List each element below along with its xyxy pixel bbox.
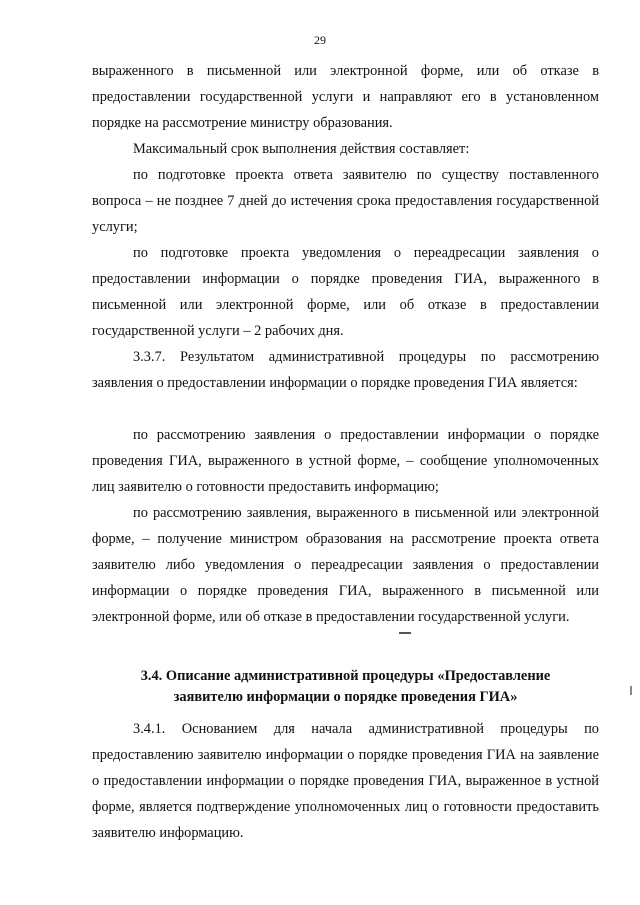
section-heading-line: заявителю информации о порядке проведения ГИА» — [173, 689, 518, 705]
page-number: 29 — [314, 33, 326, 47]
paragraph-text: 3.3.7. Результатом административной процедуры по рассмотрению заявления о предоставлении информации о порядке проведения ГИА является: — [92, 349, 599, 391]
scan-artifact-mark — [630, 686, 632, 695]
paragraph-text: 3.4.1. Основанием для начала административной процедуры по предоставлению заявителю информации о порядке проведения ГИА на заявление о предоставлении информации о порядке проведения ГИА, выраженное в устной форме, является подтверждение уполномоченных лиц о готовности предоставить заявителю информацию. — [92, 721, 599, 841]
section-heading-3-4 — [92, 666, 599, 708]
paragraph-max-time — [92, 136, 599, 162]
paragraph-text: по подготовке проекта уведомления о переадресации заявления о предоставлении информации о порядке проведения ГИА, выраженного в письменной или электронной форме, или об отказе в предоставлении государственной услуги – 2 рабочих дня. — [92, 245, 599, 339]
paragraph-3-4-1 — [92, 716, 599, 846]
paragraph-continuation — [92, 58, 599, 136]
paragraph-text: по подготовке проекта ответа заявителю по существу поставленного вопроса – не позднее 7 дней до истечения срока предоставления государственной услуги; — [92, 167, 599, 235]
paragraph-3-3-7 — [92, 344, 599, 396]
scan-artifact-mark — [399, 632, 411, 634]
paragraph-oral-result — [92, 422, 599, 500]
paragraph-redirect-deadline — [92, 240, 599, 344]
paragraph-text: выраженного в письменной или электронной форме, или об отказе в предоставлении государственной услуги и направляют его в установленном порядке на рассмотрение министру образования. — [92, 63, 599, 131]
paragraph-answer-deadline — [92, 162, 599, 240]
paragraph-written-result — [92, 500, 599, 630]
section-heading-line: 3.4. Описание административной процедуры «Предоставление — [140, 668, 551, 684]
paragraph-text: по рассмотрению заявления, выраженного в письменной или электронной форме, – получение министром образования на рассмотрение проекта ответа заявителю либо уведомления о переадресации заявления о предоставлении информации о порядке проведения ГИА, выраженного в письменной или электронной форме, или об отказе в предоставлении государственной услуги. — [92, 505, 599, 625]
paragraph-text: по рассмотрению заявления о предоставлении информации о порядке проведения ГИА, выраженного в устной форме, – сообщение уполномоченных лиц заявителю о готовности предоставить информацию; — [92, 427, 599, 495]
paragraph-text: Максимальный срок выполнения действия составляет: — [133, 141, 470, 157]
